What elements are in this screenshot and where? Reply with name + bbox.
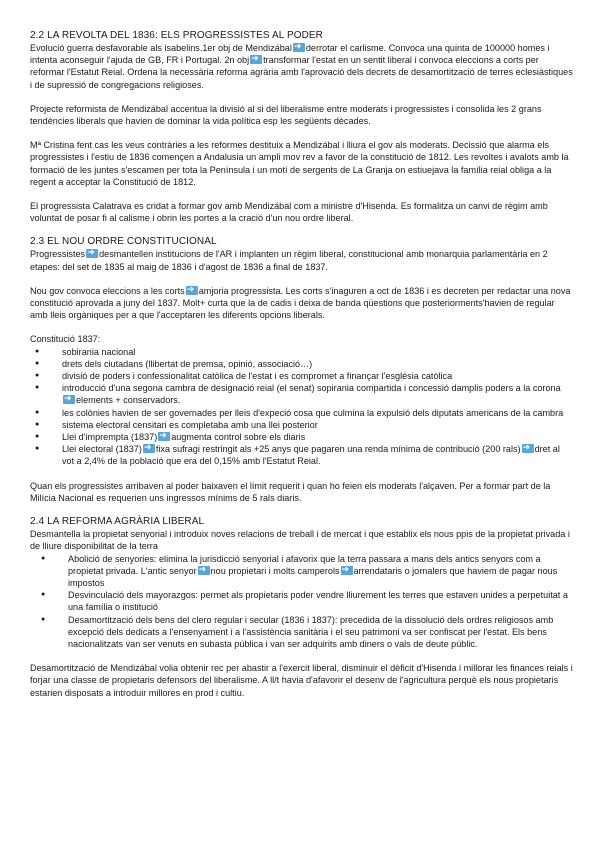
paragraph-calatrava: El progressista Calatrava es cridat a formar gov amb Mendizábal com a ministre d'Hisenda. Es formalitza un canvi de règim amb voluntat de posar fi al calisme i obrin les portes a la cració d'un nou ordre liberal.	[30, 201, 548, 224]
arrow-right-icon	[186, 286, 198, 295]
list-item: ● divisió de poders i confessionalitat catòlica de l'estat i es compromet a finançar l'església catòlica	[30, 370, 574, 382]
document-page	[30, 30, 574, 699]
list-item: ● Llei d'imprempta (1837)➜ augmenta control sobre els diaris	[30, 431, 574, 443]
list-item: ● drets dels ciutadans (llibertat de premsa, opinió, associació…)	[30, 358, 574, 370]
list-item: ● sistema electoral censitari es completaba amb una llei posterior	[30, 419, 574, 431]
arrow-right-icon	[341, 566, 353, 575]
list-item: ● les colònies havien de ser governades per lleis d'expeció cosa que culmina la expulsió dels diputats americans de la cambra	[30, 407, 574, 419]
paragraph-progressistes: Progressistes➜ desmantellen institucions de l'AR i implanten un règim liberal, constitucional amb monarquia parlamentària en 2 etapes: del set de 1835 al maig de 1836 i d'agost de 1836 a final de 1837.	[30, 248, 574, 272]
list-item: ● introducció d'una segona cambra de designació reial (el senat) sopirania compartida i concessió damplis poders a la corona➜elements + conservadors.	[30, 382, 574, 406]
arrow-right-icon	[63, 395, 75, 404]
paragraph-desamortitzacio: Desamortització de Mendizábal volia obtenir rec per abastir a l'exercit liberal, disminuir el dèficit d'Hisenda i millorar les finances reials i forjar una classe de propietaris defensors del liberalisme. A ll/t havia d'afavorir el desenv de l'agricultura perquè els nous propietaris estarien disposats a introduir millores en prod i cultiu.	[30, 663, 573, 698]
list-item: ● Llei electoral (1837)➜ fixa sufragi restringit als +25 anys que pagaren una renda mínima de contribució (200 rals)➜ dret al vot a 2,4% de la població que era del 0,15% amb l'Estatut Reial.	[30, 443, 574, 467]
reforma-list	[30, 553, 574, 651]
list-item: ● Desamortització dels bens del clero regular i secular (1836 i 1837): precedida de la dissolució dels ordres religiosos amb excepció dels dedicats a l'ensenyament i a l'assistència sanitària i el seu patrimoni va ser confiscat per l'estat. Els bens nacionalitzats van ser venuts en subasta pública i van ser adquirits amb diners o vals de deute públic.	[30, 614, 574, 651]
arrow-right-icon	[250, 55, 262, 64]
arrow-right-icon	[293, 43, 305, 52]
paragraph-mendizabal-objectives: Evolució guerra desfavorable als isabelins.1er obj de Mendizábal➜ derrotar el carlisme. Convoca una quinta de 100000 homes i intenta aconseguir l'ajuda de GB, FR i Portugal. 2n obj➜ transformar l'estat en un sentit liberal i convoca eleccions a corts per reformar l'Estatut Reial. Ordena la necessària reforma agrària amb l'aprovació dels decrets de desamortització de terres eclesiàstiques i de supressió de congregacions religioses.	[30, 42, 574, 91]
list-item: ● sobirania nacional	[30, 346, 574, 358]
section-heading-2-4: 2.4 LA REFORMA AGRÀRIA LIBERAL	[30, 516, 205, 528]
paragraph-nou-gov: Nou gov convoca eleccions a les corts➜ amjoria progressista. Les corts s'inaguren a oct de 1836 i es decreten per redactar una nova constitució aprovada a juny del 1837. Molt+ curta que la de cadis i deixa de banda qüestions que posteriorments'havien de regular amb lleis orgàniques per a que l'acceptaren les diferents opcions liberals.	[30, 285, 574, 322]
paragraph-maria-cristina: Mª Cristina fent cas les veus contràries a les reformes destituix a Mendizábal i lliura el gov als moderats. Decissió que alarma els progressistes i l'estiu de 1836 començen a Andalusia un ampli mov rev a favor de la constitució de 1812. Les revoltes i avalots amb la formació de les juntes s'escamen per tota la Península i un motí de sergents de La Granja on estiuejava la família reial obliga a la regent a acceptar la Constitució de 1812.	[30, 140, 569, 187]
section-heading-2-2: 2.2 LA REVOLTA DEL 1836: ELS PROGRESSISTES AL PODER	[30, 30, 324, 41]
list-item: ● Abolició de senyories: elimina la jurisdicció senyorial i afavorix que la terra passara a mans dels antics senyors com a propietat privada. L'antic senyor➜ nou propietari i molts camperols➜ arrendataris o jornalers que haviem de pagar nous impostos	[30, 553, 574, 590]
constitucio-title: Constitució 1837:	[30, 334, 101, 345]
arrow-right-icon	[522, 444, 534, 453]
paragraph-milicia-nacional: Quan els progressistes arribaven al poder baixaven el límit requerit i quan ho feien els moderats l'alçaven. Per a formar part de la Milícia Nacional es requerien uns ingressos mínims de 5 rals diaris.	[30, 480, 551, 503]
paragraph-propietat: Desmantella la propietat senyorial i introduix noves relacions de treball i de mercat i que establix els nous ppis de la propietat privada i de lliure disponibilitat de la terra	[30, 529, 570, 552]
constitucio-list	[30, 346, 574, 468]
arrow-right-icon	[86, 249, 98, 258]
section-heading-2-3: 2.3 EL NOU ORDRE CONSTITUCIONAL	[30, 236, 217, 248]
arrow-right-icon	[158, 432, 170, 441]
paragraph-reformist-project: Projecte reformista de Mendizábal accentua la divisió al si del liberalisme entre moderats i progressistes i consolida les 2 grans tendències liberals que havien de dominar la vida política esp les següents dècades.	[30, 103, 542, 127]
list-item: ● Desvinculació dels mayorazgos: permet als propietaris poder vendre lliurement les terres que estaven unides a perpetuitat a una família o institució	[30, 589, 574, 613]
arrow-right-icon	[143, 444, 155, 453]
arrow-right-icon	[198, 566, 210, 575]
